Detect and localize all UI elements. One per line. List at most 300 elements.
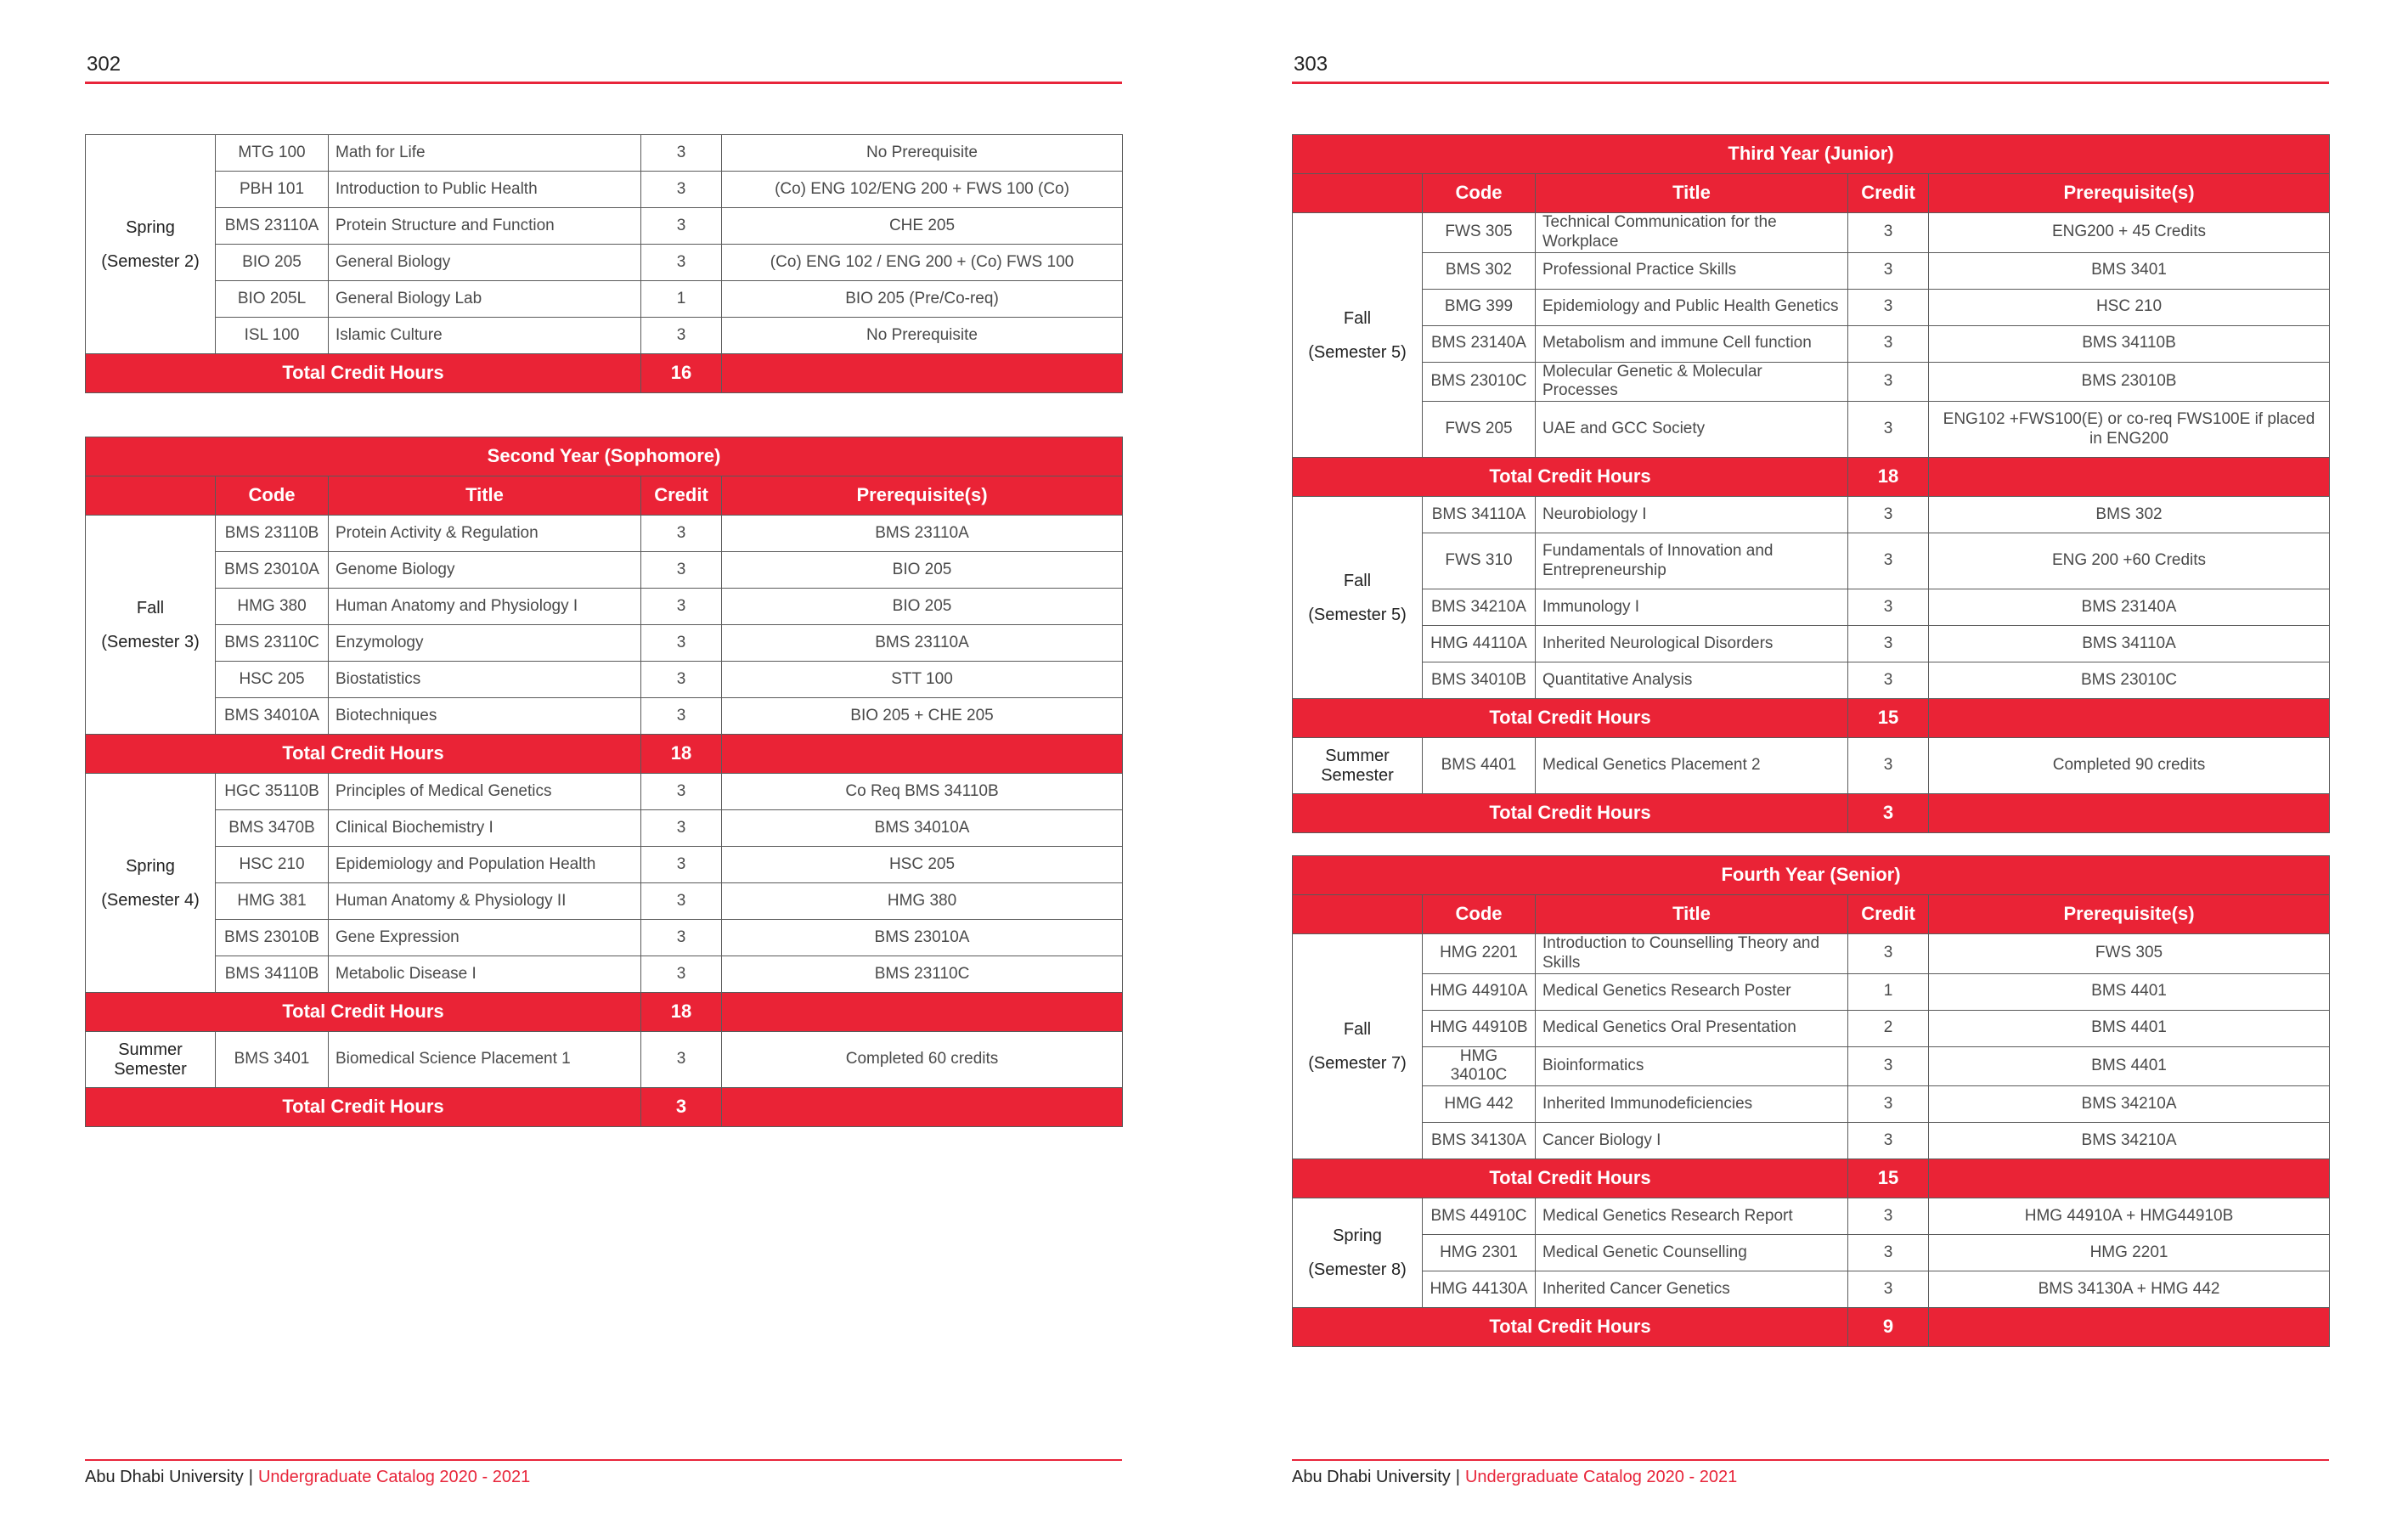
course-row xyxy=(1293,1271,2330,1308)
total-blank xyxy=(1929,794,2330,833)
course-row xyxy=(86,208,1123,245)
year-title-row xyxy=(1293,856,2330,895)
course-prereq: BIO 205 + CHE 205 xyxy=(722,698,1123,735)
course-row xyxy=(86,810,1123,847)
course-title: Medical Genetic Counselling xyxy=(1536,1235,1848,1271)
header-row xyxy=(1293,895,2330,934)
course-row xyxy=(1293,589,2330,626)
course-code: BMS 34210A xyxy=(1423,589,1536,626)
course-row xyxy=(1293,1235,2330,1271)
course-code: HMG 2301 xyxy=(1423,1235,1536,1271)
course-title: Genome Biology xyxy=(329,552,641,589)
course-title: Metabolism and immune Cell function xyxy=(1536,325,1848,362)
course-prereq: BMS 23110C xyxy=(722,956,1123,993)
total-label: Total Credit Hours xyxy=(86,735,641,774)
course-prereq: (Co) ENG 102 / ENG 200 + (Co) FWS 100 xyxy=(722,245,1123,281)
footer-catalog: Undergraduate Catalog 2020 - 2021 xyxy=(1464,1468,1738,1486)
course-code: BIO 205L xyxy=(216,281,329,318)
header-code: Code xyxy=(1423,174,1536,213)
course-credit: 1 xyxy=(1848,973,1929,1010)
course-credit: 3 xyxy=(641,208,722,245)
course-title: Introduction to Public Health xyxy=(329,172,641,208)
second-year-body xyxy=(86,437,1123,1127)
total-value: 9 xyxy=(1848,1308,1929,1347)
course-prereq: BMS 23010C xyxy=(1929,662,2330,699)
total-value: 3 xyxy=(641,1088,722,1127)
footer xyxy=(85,1468,530,1487)
course-row xyxy=(1293,662,2330,699)
course-row xyxy=(86,281,1123,318)
course-title: Fundamentals of Innovation and Entrepreneurship xyxy=(1536,533,1848,589)
total-row xyxy=(86,735,1123,774)
course-title: Biotechniques xyxy=(329,698,641,735)
course-code: BMS 23110C xyxy=(216,625,329,662)
total-row xyxy=(1293,458,2330,497)
course-row xyxy=(1293,325,2330,362)
course-credit: 3 xyxy=(1848,252,1929,289)
course-title: Medical Genetics Research Poster xyxy=(1536,973,1848,1010)
course-title: Biomedical Science Placement 1 xyxy=(329,1032,641,1088)
course-title: Quantitative Analysis xyxy=(1536,662,1848,699)
course-credit: 3 xyxy=(641,698,722,735)
course-credit: 3 xyxy=(641,662,722,698)
year-title: Third Year (Junior) xyxy=(1293,135,2330,174)
course-title: Metabolic Disease I xyxy=(329,956,641,993)
semester-name: Fall xyxy=(1343,571,1372,590)
course-prereq: BMS 302 xyxy=(1929,497,2330,533)
course-prereq: FWS 305 xyxy=(1929,934,2330,974)
total-row xyxy=(1293,1308,2330,1347)
course-prereq: BIO 205 xyxy=(722,589,1123,625)
course-prereq: (Co) ENG 102/ENG 200 + FWS 100 (Co) xyxy=(722,172,1123,208)
header-prereq: Prerequisite(s) xyxy=(1929,174,2330,213)
semester-cell xyxy=(86,135,216,354)
semester-name: Summer Semester xyxy=(1293,738,1423,794)
course-title: Technical Communication for the Workplace xyxy=(1536,213,1848,253)
course-prereq: No Prerequisite xyxy=(722,135,1123,172)
course-code: PBH 101 xyxy=(216,172,329,208)
header-credit: Credit xyxy=(641,476,722,516)
course-prereq: BMS 34110B xyxy=(1929,325,2330,362)
course-title: Medical Genetics Oral Presentation xyxy=(1536,1010,1848,1046)
course-credit: 3 xyxy=(641,318,722,354)
course-credit: 3 xyxy=(641,847,722,883)
course-row xyxy=(1293,213,2330,253)
course-prereq: BMS 23110A xyxy=(722,625,1123,662)
course-title: Bioinformatics xyxy=(1536,1046,1848,1086)
total-blank xyxy=(722,354,1123,393)
semester-cell xyxy=(86,516,216,735)
header-blank xyxy=(86,476,216,516)
course-row xyxy=(86,135,1123,172)
year-title-row xyxy=(1293,135,2330,174)
course-credit: 3 xyxy=(1848,589,1929,626)
course-title: General Biology Lab xyxy=(329,281,641,318)
total-blank xyxy=(722,1088,1123,1127)
course-credit: 3 xyxy=(1848,662,1929,699)
course-code: BMS 23010B xyxy=(216,920,329,956)
course-credit: 3 xyxy=(1848,213,1929,253)
total-blank xyxy=(1929,1159,2330,1198)
course-prereq: ENG200 + 45 Credits xyxy=(1929,213,2330,253)
course-credit: 3 xyxy=(1848,497,1929,533)
course-code: FWS 310 xyxy=(1423,533,1536,589)
course-row xyxy=(86,245,1123,281)
course-row xyxy=(86,318,1123,354)
course-credit: 3 xyxy=(641,516,722,552)
total-row xyxy=(1293,794,2330,833)
course-title: Biostatistics xyxy=(329,662,641,698)
course-row xyxy=(1293,533,2330,589)
course-row xyxy=(1293,934,2330,974)
course-code: HMG 44910A xyxy=(1423,973,1536,1010)
course-credit: 3 xyxy=(1848,1086,1929,1123)
course-prereq: ENG 200 +60 Credits xyxy=(1929,533,2330,589)
course-title: Neurobiology I xyxy=(1536,497,1848,533)
total-row xyxy=(86,354,1123,393)
course-title: Molecular Genetic & Molecular Processes xyxy=(1536,362,1848,402)
course-prereq: Completed 90 credits xyxy=(1929,738,2330,794)
semester-label: (Semester 5) xyxy=(1308,342,1407,362)
course-title: Inherited Cancer Genetics xyxy=(1536,1271,1848,1308)
course-title: Immunology I xyxy=(1536,589,1848,626)
course-credit: 3 xyxy=(641,956,722,993)
total-blank xyxy=(722,735,1123,774)
course-title: Introduction to Counselling Theory and Skills xyxy=(1536,934,1848,974)
course-row xyxy=(86,516,1123,552)
course-prereq: BIO 205 (Pre/Co-req) xyxy=(722,281,1123,318)
course-code: BMG 399 xyxy=(1423,289,1536,325)
course-credit: 3 xyxy=(1848,325,1929,362)
course-code: BMS 23010A xyxy=(216,552,329,589)
semester-label: (Semester 5) xyxy=(1308,605,1407,624)
header-rule xyxy=(85,82,1122,84)
course-credit: 3 xyxy=(1848,289,1929,325)
course-code: HMG 44110A xyxy=(1423,626,1536,662)
course-row xyxy=(86,956,1123,993)
course-row xyxy=(1293,1123,2330,1159)
total-label: Total Credit Hours xyxy=(1293,1308,1848,1347)
course-title: Clinical Biochemistry I xyxy=(329,810,641,847)
course-row xyxy=(86,847,1123,883)
course-code: BMS 23110A xyxy=(216,208,329,245)
total-label: Total Credit Hours xyxy=(86,993,641,1032)
header-credit: Credit xyxy=(1848,174,1929,213)
course-code: BMS 34010B xyxy=(1423,662,1536,699)
course-row xyxy=(86,625,1123,662)
course-code: BMS 23110B xyxy=(216,516,329,552)
semester-label: (Semester 3) xyxy=(101,632,200,651)
course-row xyxy=(1293,402,2330,458)
course-prereq: BMS 3401 xyxy=(1929,252,2330,289)
header-blank xyxy=(1293,895,1423,934)
course-prereq: BMS 34010A xyxy=(722,810,1123,847)
semester-name: Fall xyxy=(136,598,165,617)
first-year-spring-table xyxy=(85,134,1123,393)
course-title: Epidemiology and Public Health Genetics xyxy=(1536,289,1848,325)
course-title: Cancer Biology I xyxy=(1536,1123,1848,1159)
total-value: 18 xyxy=(641,993,722,1032)
right-page xyxy=(1204,0,2408,1539)
course-prereq: BMS 34130A + HMG 442 xyxy=(1929,1271,2330,1308)
third-year-table xyxy=(1292,134,2330,833)
course-code: HSC 205 xyxy=(216,662,329,698)
course-prereq: HMG 2201 xyxy=(1929,1235,2330,1271)
year-title: Second Year (Sophomore) xyxy=(86,437,1123,476)
course-code: BMS 34110A xyxy=(1423,497,1536,533)
course-credit: 3 xyxy=(641,810,722,847)
course-prereq: BMS 34210A xyxy=(1929,1086,2330,1123)
course-title: Math for Life xyxy=(329,135,641,172)
total-value: 3 xyxy=(1848,794,1929,833)
total-label: Total Credit Hours xyxy=(86,1088,641,1127)
semester-label: (Semester 8) xyxy=(1308,1260,1407,1280)
footer-university: Abu Dhabi University xyxy=(85,1468,244,1486)
course-code: HMG 34010C xyxy=(1423,1046,1536,1086)
course-credit: 3 xyxy=(1848,1046,1929,1086)
header-code: Code xyxy=(216,476,329,516)
course-title: Professional Practice Skills xyxy=(1536,252,1848,289)
course-code: HMG 381 xyxy=(216,883,329,920)
course-code: BMS 4401 xyxy=(1423,738,1536,794)
course-credit: 3 xyxy=(1848,1271,1929,1308)
course-prereq: BMS 23140A xyxy=(1929,589,2330,626)
total-value: 18 xyxy=(641,735,722,774)
header-row xyxy=(1293,174,2330,213)
semester-name: Spring xyxy=(126,856,175,876)
total-label: Total Credit Hours xyxy=(1293,794,1848,833)
course-prereq: BMS 23010B xyxy=(1929,362,2330,402)
semester-cell xyxy=(1293,1198,1423,1308)
course-prereq: Co Req BMS 34110B xyxy=(722,774,1123,810)
footer-university: Abu Dhabi University xyxy=(1292,1468,1451,1486)
total-blank xyxy=(722,993,1123,1032)
course-credit: 3 xyxy=(641,920,722,956)
total-label: Total Credit Hours xyxy=(86,354,641,393)
course-row xyxy=(86,774,1123,810)
course-row xyxy=(1293,1198,2330,1235)
course-title: Gene Expression xyxy=(329,920,641,956)
page-number: 303 xyxy=(1294,53,1328,76)
total-blank xyxy=(1929,699,2330,738)
course-code: BMS 34010A xyxy=(216,698,329,735)
course-title: Epidemiology and Population Health xyxy=(329,847,641,883)
course-prereq: HMG 380 xyxy=(722,883,1123,920)
course-credit: 3 xyxy=(1848,362,1929,402)
course-credit: 3 xyxy=(641,1032,722,1088)
course-prereq: ENG102 +FWS100(E) or co-req FWS100E if placed in ENG200 xyxy=(1929,402,2330,458)
header-rule xyxy=(1292,82,2329,84)
course-credit: 3 xyxy=(1848,1198,1929,1235)
footer-rule xyxy=(85,1459,1122,1461)
course-row xyxy=(86,662,1123,698)
course-credit: 3 xyxy=(641,172,722,208)
second-year-table xyxy=(85,437,1123,1127)
footer-catalog: Undergraduate Catalog 2020 - 2021 xyxy=(257,1468,531,1486)
course-prereq: BIO 205 xyxy=(722,552,1123,589)
semester-name: Fall xyxy=(1343,1020,1372,1040)
course-row xyxy=(1293,973,2330,1010)
spring-sem2-rows xyxy=(86,135,1123,393)
course-row xyxy=(1293,626,2330,662)
course-title: Principles of Medical Genetics xyxy=(329,774,641,810)
course-code: BMS 3401 xyxy=(216,1032,329,1088)
total-label: Total Credit Hours xyxy=(1293,699,1848,738)
course-code: HSC 210 xyxy=(216,847,329,883)
header-code: Code xyxy=(1423,895,1536,934)
course-title: Protein Structure and Function xyxy=(329,208,641,245)
total-label: Total Credit Hours xyxy=(1293,1159,1848,1198)
course-row xyxy=(86,552,1123,589)
semester-label: (Semester 4) xyxy=(101,890,200,910)
course-row xyxy=(1293,1086,2330,1123)
course-row xyxy=(86,1032,1123,1088)
course-row xyxy=(1293,252,2330,289)
semester-cell xyxy=(1293,934,1423,1159)
third-year-body xyxy=(1293,135,2330,833)
course-row xyxy=(1293,362,2330,402)
course-credit: 3 xyxy=(641,552,722,589)
course-credit: 3 xyxy=(1848,934,1929,974)
total-row xyxy=(1293,1159,2330,1198)
course-code: BMS 34110B xyxy=(216,956,329,993)
course-code: BMS 23010C xyxy=(1423,362,1536,402)
header-prereq: Prerequisite(s) xyxy=(1929,895,2330,934)
course-row xyxy=(1293,738,2330,794)
footer xyxy=(1292,1468,1737,1487)
course-code: MTG 100 xyxy=(216,135,329,172)
course-credit: 3 xyxy=(1848,533,1929,589)
semester-label: (Semester 2) xyxy=(101,251,200,271)
course-credit: 2 xyxy=(1848,1010,1929,1046)
course-prereq: Completed 60 credits xyxy=(722,1032,1123,1088)
course-credit: 3 xyxy=(641,625,722,662)
course-prereq: HSC 205 xyxy=(722,847,1123,883)
course-code: BMS 23140A xyxy=(1423,325,1536,362)
course-code: ISL 100 xyxy=(216,318,329,354)
course-credit: 3 xyxy=(1848,402,1929,458)
course-code: BMS 44910C xyxy=(1423,1198,1536,1235)
course-title: Medical Genetics Placement 2 xyxy=(1536,738,1848,794)
course-title: Human Anatomy and Physiology I xyxy=(329,589,641,625)
semester-cell xyxy=(86,774,216,993)
course-credit: 3 xyxy=(641,245,722,281)
course-code: HMG 442 xyxy=(1423,1086,1536,1123)
course-row xyxy=(1293,1046,2330,1086)
semester-name: Fall xyxy=(1343,308,1372,328)
total-blank xyxy=(1929,1308,2330,1347)
header-title: Title xyxy=(1536,895,1848,934)
course-row xyxy=(86,172,1123,208)
semester-label: (Semester 7) xyxy=(1308,1054,1407,1074)
fourth-year-table xyxy=(1292,855,2330,1347)
course-credit: 3 xyxy=(1848,1235,1929,1271)
course-title: Enzymology xyxy=(329,625,641,662)
course-row xyxy=(86,589,1123,625)
course-code: BMS 302 xyxy=(1423,252,1536,289)
course-code: BMS 3470B xyxy=(216,810,329,847)
course-row xyxy=(86,920,1123,956)
course-prereq: BMS 34210A xyxy=(1929,1123,2330,1159)
course-credit: 3 xyxy=(641,589,722,625)
course-title: Inherited Immunodeficiencies xyxy=(1536,1086,1848,1123)
year-title-row xyxy=(86,437,1123,476)
course-prereq: BMS 23110A xyxy=(722,516,1123,552)
semester-name: Spring xyxy=(1333,1226,1382,1246)
course-credit: 3 xyxy=(641,883,722,920)
course-title: Human Anatomy & Physiology II xyxy=(329,883,641,920)
course-credit: 3 xyxy=(641,135,722,172)
course-code: FWS 205 xyxy=(1423,402,1536,458)
course-prereq: BMS 34110A xyxy=(1929,626,2330,662)
total-blank xyxy=(1929,458,2330,497)
header-blank xyxy=(1293,174,1423,213)
course-prereq: BMS 23010A xyxy=(722,920,1123,956)
total-row xyxy=(1293,699,2330,738)
course-title: UAE and GCC Society xyxy=(1536,402,1848,458)
course-prereq: HMG 44910A + HMG44910B xyxy=(1929,1198,2330,1235)
header-prereq: Prerequisite(s) xyxy=(722,476,1123,516)
total-row xyxy=(86,993,1123,1032)
header-credit: Credit xyxy=(1848,895,1929,934)
header-title: Title xyxy=(1536,174,1848,213)
page-number: 302 xyxy=(87,53,121,76)
course-code: HGC 35110B xyxy=(216,774,329,810)
fourth-year-body xyxy=(1293,856,2330,1347)
course-credit: 3 xyxy=(1848,1123,1929,1159)
course-row xyxy=(86,698,1123,735)
course-credit: 1 xyxy=(641,281,722,318)
course-prereq: CHE 205 xyxy=(722,208,1123,245)
course-row xyxy=(86,883,1123,920)
course-credit: 3 xyxy=(641,774,722,810)
course-title: Medical Genetics Research Report xyxy=(1536,1198,1848,1235)
course-prereq: STT 100 xyxy=(722,662,1123,698)
course-code: HMG 44910B xyxy=(1423,1010,1536,1046)
course-prereq: BMS 4401 xyxy=(1929,1046,2330,1086)
year-title: Fourth Year (Senior) xyxy=(1293,856,2330,895)
footer-rule xyxy=(1292,1459,2329,1461)
course-title: Protein Activity & Regulation xyxy=(329,516,641,552)
footer-separator: | xyxy=(248,1468,253,1486)
semester-cell xyxy=(1293,497,1423,699)
course-code: BMS 34130A xyxy=(1423,1123,1536,1159)
course-credit: 3 xyxy=(1848,738,1929,794)
course-row xyxy=(1293,289,2330,325)
total-value: 15 xyxy=(1848,699,1929,738)
course-code: HMG 380 xyxy=(216,589,329,625)
semester-name: Spring xyxy=(126,217,175,237)
course-prereq: BMS 4401 xyxy=(1929,1010,2330,1046)
course-credit: 3 xyxy=(1848,626,1929,662)
total-row xyxy=(86,1088,1123,1127)
total-value: 15 xyxy=(1848,1159,1929,1198)
course-code: HMG 44130A xyxy=(1423,1271,1536,1308)
course-title: Islamic Culture xyxy=(329,318,641,354)
course-code: FWS 305 xyxy=(1423,213,1536,253)
total-value: 18 xyxy=(1848,458,1929,497)
total-value: 16 xyxy=(641,354,722,393)
footer-separator: | xyxy=(1455,1468,1460,1486)
header-row xyxy=(86,476,1123,516)
course-title: Inherited Neurological Disorders xyxy=(1536,626,1848,662)
course-prereq: HSC 210 xyxy=(1929,289,2330,325)
semester-name: Summer Semester xyxy=(86,1032,216,1088)
course-code: HMG 2201 xyxy=(1423,934,1536,974)
course-prereq: BMS 4401 xyxy=(1929,973,2330,1010)
header-title: Title xyxy=(329,476,641,516)
total-label: Total Credit Hours xyxy=(1293,458,1848,497)
